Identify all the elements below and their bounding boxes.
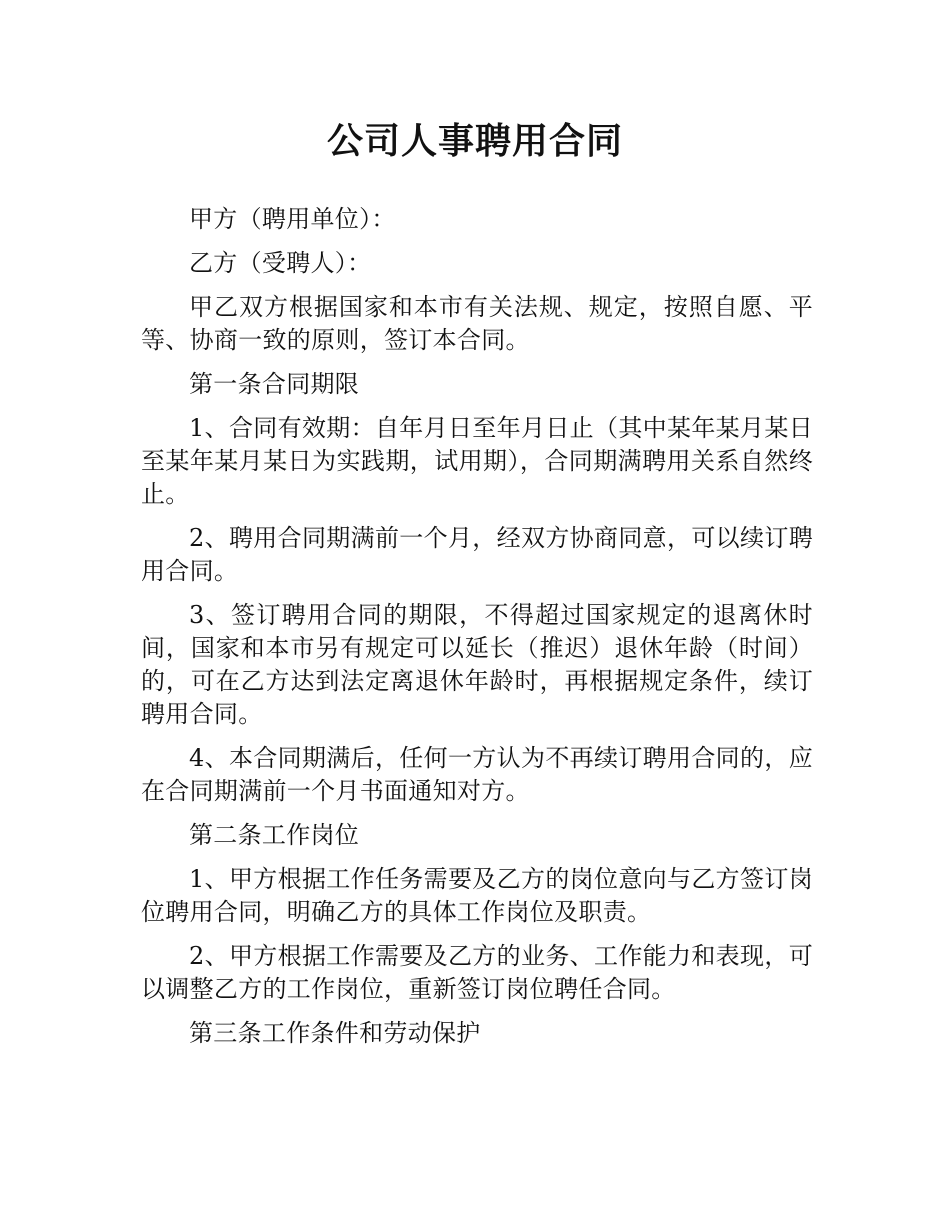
party-a-line: 甲方（聘用单位）： [189, 205, 396, 233]
article-1-clause-4: 4、本合同期满后，任何一方认为不再续订聘用合同的，应在合同期满前一个月书面通知对方。 [141, 744, 813, 805]
article-1-clause-1: 1、合同有效期：自年月日至年月日止（其中某年某月某日至某年某月某日为实践期，试用期），合同期满聘用关系自然终止。 [141, 414, 813, 508]
article-2-heading: 第二条工作岗位 [189, 821, 360, 849]
article-3-heading: 第三条工作条件和劳动保护 [189, 1019, 481, 1047]
party-b-line: 乙方（受聘人）： [189, 249, 372, 277]
preamble-paragraph: 甲乙双方根据国家和本市有关法规、规定，按照自愿、平等、协商一致的原则，签订本合同。 [141, 293, 813, 354]
document-title: 公司人事聘用合同 [326, 121, 623, 162]
article-2-clause-1: 1、甲方根据工作任务需要及乙方的岗位意向与乙方签订岗位聘用合同，明确乙方的具体工作岗位及职责。 [141, 865, 813, 926]
article-2-clause-2: 2、甲方根据工作需要及乙方的业务、工作能力和表现，可以调整乙方的工作岗位，重新签订岗位聘任合同。 [141, 942, 813, 1003]
document-body [141, 203, 813, 1061]
article-1-clause-3: 3、签订聘用合同的期限，不得超过国家规定的退离休时间，国家和本市另有规定可以延长（推迟）退休年龄（时间）的，可在乙方达到法定离退休年龄时，再根据规定条件，续订聘用合同。 [141, 601, 813, 728]
article-1-heading: 第一条合同期限 [189, 370, 360, 398]
article-1-clause-2: 2、聘用合同期满前一个月，经双方协商同意，可以续订聘用合同。 [141, 524, 813, 585]
